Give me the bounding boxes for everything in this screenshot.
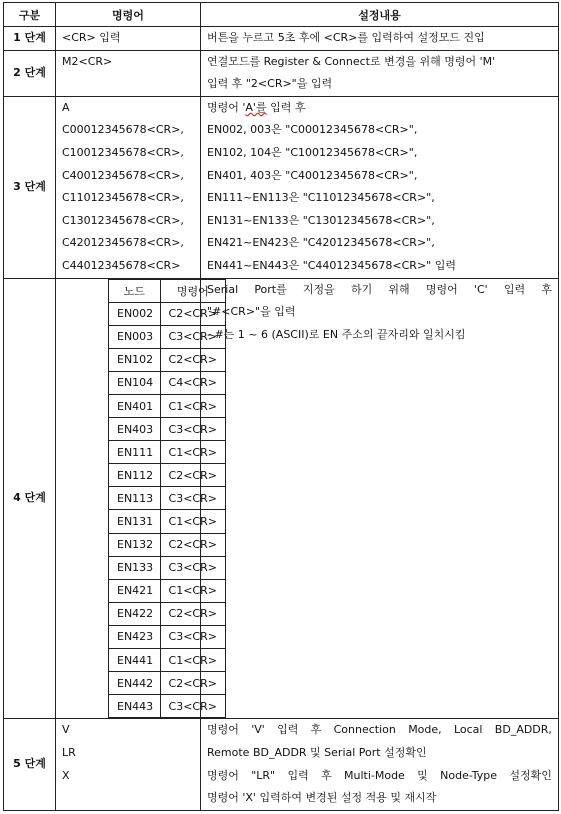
desc-word: 위해: [388, 282, 410, 296]
node-command: C1<CR>: [160, 649, 225, 672]
step3-command-line: C11012345678<CR>,: [62, 191, 184, 205]
step2-command: [56, 50, 201, 96]
node-command: C2<CR>: [160, 533, 225, 556]
desc-word: 명령어: [207, 768, 239, 782]
node-id: EN423: [109, 625, 161, 648]
node-id: EN132: [109, 533, 161, 556]
node-id: EN441: [109, 649, 161, 672]
node-command: C3<CR>: [160, 418, 225, 441]
desc-word: Node-Type: [440, 768, 498, 782]
node-id: EN111: [109, 441, 161, 464]
desc-word: 'C': [473, 282, 488, 296]
step3-command-line: C13012345678<CR>,: [62, 213, 184, 227]
desc-word: 후: [321, 768, 332, 782]
desc-word: 입력: [287, 768, 309, 782]
node-id: EN401: [109, 395, 161, 418]
step4-desc-note: - #는 1 ~ 6 (ASCII)로 EN 주소의 끝자리와 일치시킴: [207, 327, 466, 341]
step2-command-text: M2<CR>: [62, 54, 113, 68]
desc-word: Connection: [333, 723, 396, 737]
step3-command-line: C10012345678<CR>,: [62, 145, 184, 159]
step5-desc-line: [207, 765, 552, 788]
desc-word: Multi-Mode: [344, 768, 405, 782]
node-command: C2<CR>: [160, 464, 225, 487]
settings-table: [3, 2, 559, 811]
desc-word: 하기: [350, 282, 373, 296]
step3-command-line: A: [62, 100, 70, 114]
node-id: EN002: [109, 302, 161, 325]
step5-command-line: LR: [62, 745, 76, 759]
step3-desc-first-line: [207, 97, 552, 120]
node-id: EN113: [109, 487, 161, 510]
step3-desc-line: EN002, 003은 "C00012345678<CR>",: [207, 123, 418, 137]
desc-word: 명령어: [425, 282, 458, 296]
node-id: EN422: [109, 602, 161, 625]
step3-command-line: C44012345678<CR>: [62, 258, 181, 272]
step1-label: 1 단계: [4, 27, 56, 51]
step3-desc-line: EN401, 403은 "C40012345678<CR>",: [207, 168, 418, 182]
step5-description: [201, 719, 559, 810]
step3-desc-line: EN131~EN133은 "C13012345678<CR>",: [207, 213, 435, 227]
node-cmd-header: 명령어: [160, 279, 225, 302]
node-id: EN421: [109, 579, 161, 602]
table-row: [4, 278, 559, 719]
step4-label: 4 단계: [4, 278, 56, 719]
node-id: EN442: [109, 672, 161, 695]
step5-command-line: X: [62, 768, 70, 782]
step1-command: [56, 27, 201, 51]
table-row: [4, 96, 559, 278]
step1-desc-text: 버튼을 누르고 5초 후에 <CR>를 입력하여 설정모드 진입: [207, 31, 485, 44]
step3-desc-part: 명령어 ': [207, 100, 246, 114]
desc-word: Mode,: [408, 723, 442, 737]
node-id: EN112: [109, 464, 161, 487]
step5-desc-line: 명령어 'X' 입력하여 변경된 설정 적용 및 재시작: [207, 791, 437, 805]
desc-word: Serial: [207, 282, 239, 296]
step4-desc-line: [207, 279, 552, 302]
step5-command-line: V: [62, 723, 70, 737]
step3-command-line: C00012345678<CR>,: [62, 123, 184, 137]
desc-word: Port를: [254, 282, 287, 296]
step5-label: 5 단계: [4, 719, 56, 810]
desc-word: "LR": [251, 768, 276, 782]
node-command: C1<CR>: [160, 395, 225, 418]
header-description: 설정내용: [201, 3, 559, 27]
node-id: EN003: [109, 325, 161, 348]
table-header-row: [4, 3, 559, 27]
step1-command-text: <CR> 입력: [62, 31, 121, 44]
desc-word: 입력: [277, 723, 299, 737]
step3-command-line: C42012345678<CR>,: [62, 236, 184, 250]
table-row: [4, 719, 559, 810]
desc-word: 지정을: [302, 282, 335, 296]
node-id: EN403: [109, 418, 161, 441]
node-command: C1<CR>: [160, 579, 225, 602]
node-id: EN104: [109, 371, 161, 394]
step3-desc-line: EN111~EN113은 "C11012345678<CR>",: [207, 191, 435, 205]
desc-word: BD_ADDR,: [494, 723, 552, 737]
header-command: 명령어: [56, 3, 201, 27]
step1-description: [201, 27, 559, 51]
desc-word: 후: [310, 723, 322, 737]
node-header: 노드: [109, 279, 161, 302]
step3-desc-line: EN421~EN423은 "C42012345678<CR>",: [207, 236, 435, 250]
step4-desc-line: "#<CR>"을 입력: [207, 305, 296, 319]
desc-word: 명령어: [207, 723, 239, 737]
node-id: EN131: [109, 510, 161, 533]
step3-label: 3 단계: [4, 96, 56, 278]
node-id: EN133: [109, 556, 161, 579]
node-command: C4<CR>: [160, 371, 225, 394]
step3-command-line: C40012345678<CR>,: [62, 168, 184, 182]
node-id: EN102: [109, 348, 161, 371]
step2-label: 2 단계: [4, 50, 56, 96]
step3-desc-line: EN102, 104은 "C10012345678<CR>",: [207, 145, 418, 159]
node-command: C2<CR>: [160, 672, 225, 695]
step3-commands: [56, 96, 201, 278]
step2-description: [201, 50, 559, 96]
node-command: C1<CR>: [160, 441, 225, 464]
step3-description: [201, 96, 559, 278]
node-command: C3<CR>: [160, 625, 225, 648]
step5-desc-line: [207, 719, 552, 742]
spellcheck-underlined-word: A'를: [245, 100, 267, 114]
node-command: C2<CR>: [160, 602, 225, 625]
node-command: C1<CR>: [160, 510, 225, 533]
header-category: 구분: [4, 3, 56, 27]
step5-command-blank: [62, 787, 194, 810]
step5-desc-line: Remote BD_ADDR 및 Serial Port 설정확인: [207, 745, 427, 759]
desc-word: 설정확인: [509, 768, 552, 782]
desc-word: 후: [541, 282, 552, 296]
step2-desc-line: 입력 후 "2<CR>"을 입력: [207, 77, 333, 91]
desc-word: Local: [453, 723, 483, 737]
table-row: [4, 27, 559, 51]
node-command: C3<CR>: [160, 325, 225, 348]
step4-description: [201, 278, 559, 719]
step2-desc-line: 연결모드를 Register & Connect로 변경을 위해 명령어 'M': [207, 54, 496, 68]
node-command: C3<CR>: [160, 487, 225, 510]
desc-word: 및: [417, 768, 428, 782]
node-command: C2<CR>: [160, 348, 225, 371]
node-command: C3<CR>: [160, 695, 225, 718]
step3-desc-part: 입력 후: [266, 100, 306, 114]
step5-commands: [56, 719, 201, 810]
table-row: [4, 50, 559, 96]
node-id: EN443: [109, 695, 161, 718]
desc-word: 입력: [503, 282, 526, 296]
node-command: C3<CR>: [160, 556, 225, 579]
step3-desc-line: EN441~EN443은 "C44012345678<CR>" 입력: [207, 258, 456, 272]
node-command: C2<CR>: [160, 302, 225, 325]
desc-word: 'V': [251, 723, 265, 737]
step4-node-table-cell: [56, 278, 217, 719]
